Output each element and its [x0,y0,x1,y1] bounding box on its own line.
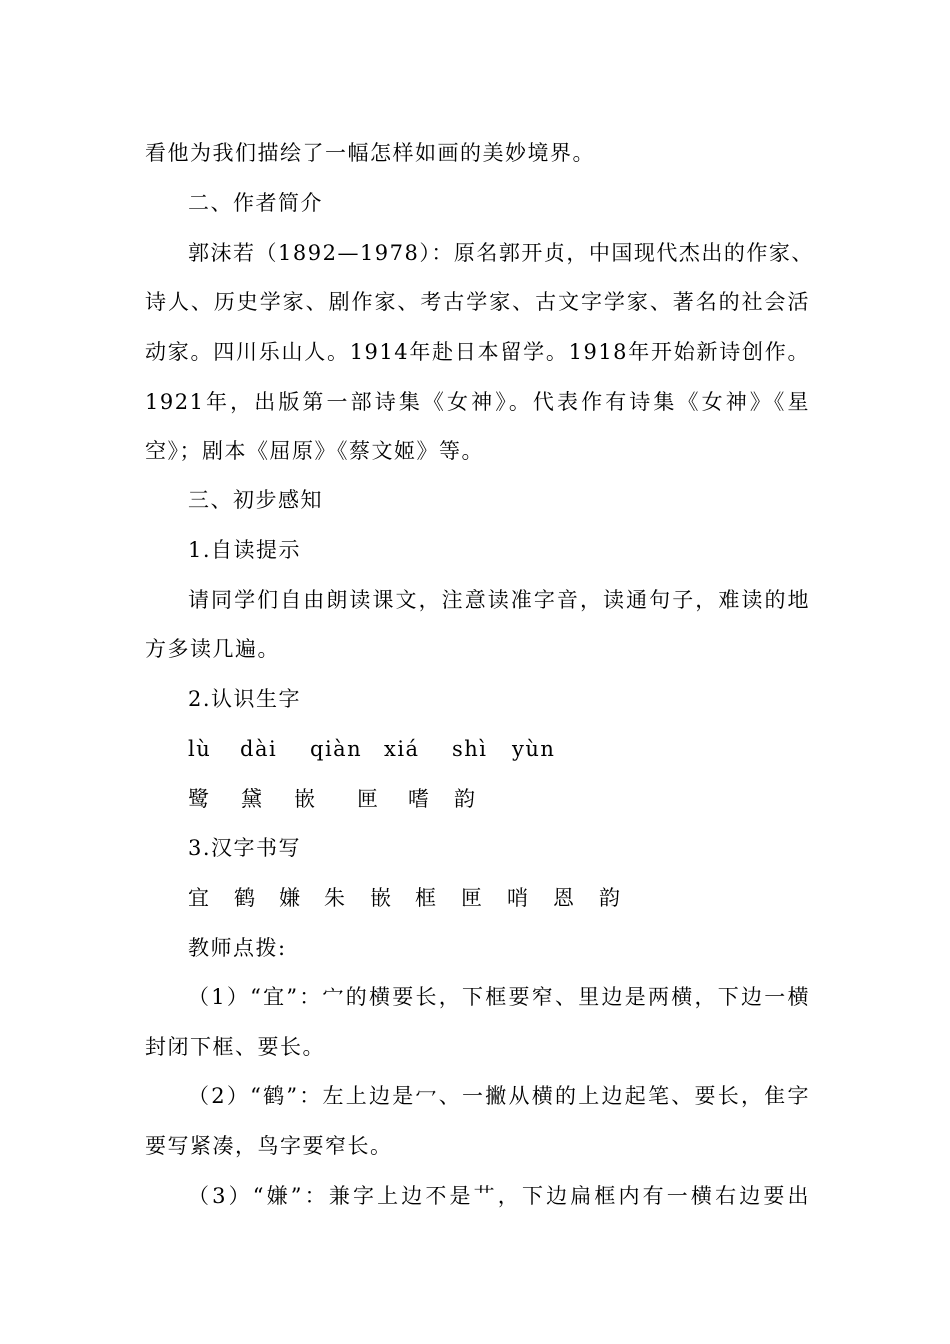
character: 框 [415,886,438,910]
pinyin-item: qiàn [310,737,363,761]
character: 匣 [461,886,484,910]
pinyin-row [188,735,810,763]
character: 鹤 [234,886,257,910]
character: 哨 [507,886,530,910]
section-heading: 三、初步感知 [188,488,323,512]
paragraph-line: 看他为我们描绘了一幅怎样如画的美妙境界。 [145,141,595,165]
writing-characters-row [188,884,810,912]
character: 韵 [454,787,477,811]
paragraph-line: 空》；剧本《屈原》《蔡文姬》等。 [145,439,484,463]
character: 嵌 [370,886,393,910]
pinyin-item: shì [452,737,488,761]
subsection-heading: 1.自读提示 [188,538,302,562]
character: 嫌 [279,886,302,910]
subsection-heading: 3.汉字书写 [188,836,302,860]
character: 嵌 [294,787,317,811]
new-characters-row [188,785,810,813]
paragraph-line: 诗人、历史学家、剧作家、考古学家、古文字学家、著名的社会活 [145,290,810,314]
paragraph-line: （1）“宜”：宀的横要长，下框要窄、里边是两横，下边一横 [188,985,810,1009]
paragraph-line: 要写紧凑，鸟字要窄长。 [145,1134,393,1158]
paragraph-line: 1921年，出版第一部诗集《女神》。代表作有诗集《女神》《星 [145,390,810,414]
character: 恩 [553,886,576,910]
pinyin-item: dài [240,737,278,761]
character: 朱 [324,886,347,910]
paragraph-line: （3）“嫌”：兼字上边不是艹，下边扁框内有一横右边要出 [188,1184,810,1208]
paragraph-line: 教师点拨: [188,936,287,960]
character: 韵 [599,886,622,910]
character: 匣 [357,787,380,811]
pinyin-item: xiá [384,737,420,761]
paragraph-line: 封闭下框、要长。 [145,1035,325,1059]
paragraph-line: （2）“鹤”：左上边是冖、一撇从横的上边起笔、要长，隹字 [188,1084,810,1108]
character: 黛 [241,787,264,811]
character: 鹭 [188,787,211,811]
character: 宜 [188,886,211,910]
paragraph-line: 方多读几遍。 [145,637,280,661]
pinyin-item: yùn [512,737,556,761]
section-heading: 二、作者简介 [188,191,323,215]
subsection-heading: 2.认识生字 [188,687,302,711]
paragraph-line: 请同学们自由朗读课文，注意读准字音，读通句子，难读的地 [188,588,810,612]
paragraph-line: 郭沫若（1892—1978）：原名郭开贞，中国现代杰出的作家、 [188,241,814,265]
pinyin-item: lù [188,737,212,761]
character: 嗜 [408,787,431,811]
paragraph-line: 动家。四川乐山人。1914年赴日本留学。1918年开始新诗创作。 [145,340,810,364]
